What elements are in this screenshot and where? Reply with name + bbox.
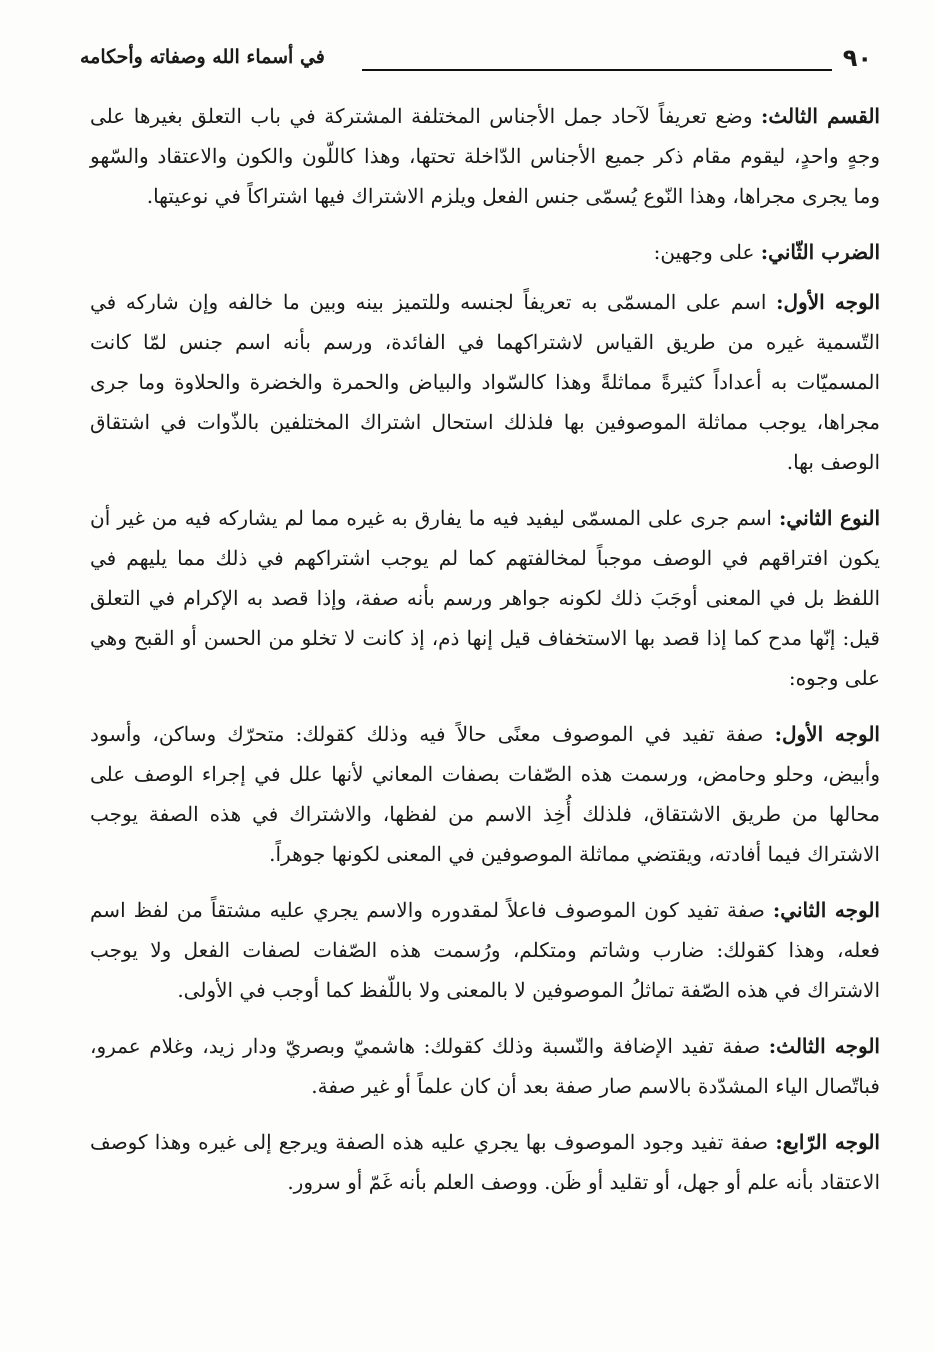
page-number: ٩٠ (842, 44, 872, 72)
paragraph (90, 714, 880, 874)
paragraph-heading: النوع الثاني: (779, 506, 880, 530)
paragraph-text: صفة تفيد وجود الموصوف بها يجري عليه هذه الصفة ويرجع إلى غيره وهذا كوصف الاعتقاد بأنه علم أو جهل، أو تقليد أو ظَن. ووصف العلم بأنه غَمّ أو سرور. (90, 1130, 880, 1194)
paragraph-text: اسم على المسمّى به تعريفاً لجنسه وللتميز بينه وبين ما خالفه وإن شاركه في التّسمية غيره من طريق القياس لاشتراكهما في الفائدة، ورسم بأنه اسم جنس لمّا كانت المسميّات به أعداداً كثيرةً مماثلةً وهذا كالسّواد والبياض والحمرة والخضرة والحلاوة وما جرى مجراها، يوجب مماثلة الموصوفين بها فلذلك استحال اشتراك المختلفين بالذّوات في اشتقاق الوصف بها. (90, 290, 880, 474)
paragraph-heading: القسم الثالث: (761, 104, 880, 128)
paragraph-text: وضع تعريفاً لآحاد جمل الأجناس المختلفة المشتركة في باب التعلق بغيرها على وجهٍ واحدٍ، ليقوم مقام ذكر جميع الأجناس الدّاخلة تحتها، وهذا كاللّون والكون والاعتقاد والسّهو وما يجرى مجراها، وهذا النّوع يُسمّى جنس الفعل ويلزم الاشتراك فيها اشتراكاً في نوعيتها. (90, 104, 880, 208)
paragraph (90, 282, 880, 482)
paragraph-heading: الوجه الثاني: (772, 898, 880, 922)
paragraph-heading: الوجه الرّابع: (775, 1130, 880, 1154)
paragraph-text: صفة تفيد الإضافة والنّسبة وذلك كقولك: هاشميّ وبصريّ ودار زيد، وغلام عمرو، فباتّصال الياء المشدّدة بالاسم صار صفة بعد أن كان علماً أو غير صفة. (90, 1034, 880, 1098)
paragraph-heading: الوجه الثالث: (768, 1034, 880, 1058)
paragraph (90, 96, 880, 216)
paragraph-text: صفة تفيد في الموصوف معنًى حالاً فيه وذلك كقولك: متحرّك وساكن، وأسود وأبيض، وحلو وحامض، ورسمت هذه الصّفات بصفات المعاني لأنها علل في إجراء الوصف على محالها من طريق الاشتقاق، فلذلك أُخِذ الاسم من لفظها، والاشتراك في هذه الصفة يوجب الاشتراك فيما أفادته، ويقتضي مماثلة الموصوفين في المعنى لكونها جوهراً. (90, 722, 880, 866)
paragraph (90, 498, 880, 698)
paragraph (90, 890, 880, 1010)
paragraph-text: على وجهين: (653, 240, 761, 264)
paragraph (90, 232, 880, 272)
paragraph-heading: الوجه الأول: (776, 290, 880, 314)
paragraph-text: اسم جرى على المسمّى ليفيد فيه ما يفارق به غيره مما لم يشاركه فيه من غير أن يكون افتراقهم في الوصف موجباً لمخالفتهم كما لم يوجب اشتراكهم في ذلك مما يليهم في اللفظ بل في المعنى أوجَبَ ذلك لكونه جواهر ورسم بأنه صفة، وإذا قصد به الإكرام في التعلق قيل: إنّها مدح كما إذا قصد بها الاستخفاف قيل إنها ذم، إذ كانت لا تخلو من الحسن أو القبح وهي على وجوه: (90, 506, 880, 690)
running-title: في أسماء الله وصفاته وأحكامه (80, 46, 325, 68)
paragraph-text: صفة تفيد كون الموصوف فاعلاً لمقدوره والاسم يجري عليه مشتقاً من لفظ اسم فعله، وهذا كقولك: ضارب وشاتم ومتكلم، ورُسمت هذه الصّفات لصفات الفعل ولا يوجب الاشتراك في هذه الصّفة تماثلُ الموصوفين لا بالمعنى ولا باللّفظ كما أوجب في الأولى. (90, 898, 880, 1002)
paragraph-heading: الضرب الثّاني: (760, 240, 880, 264)
paragraph (90, 1122, 880, 1202)
page-header (80, 44, 880, 84)
header-rule (362, 69, 832, 71)
paragraph (90, 1026, 880, 1106)
page-body (90, 96, 880, 1218)
paragraph-heading: الوجه الأول: (774, 722, 880, 746)
